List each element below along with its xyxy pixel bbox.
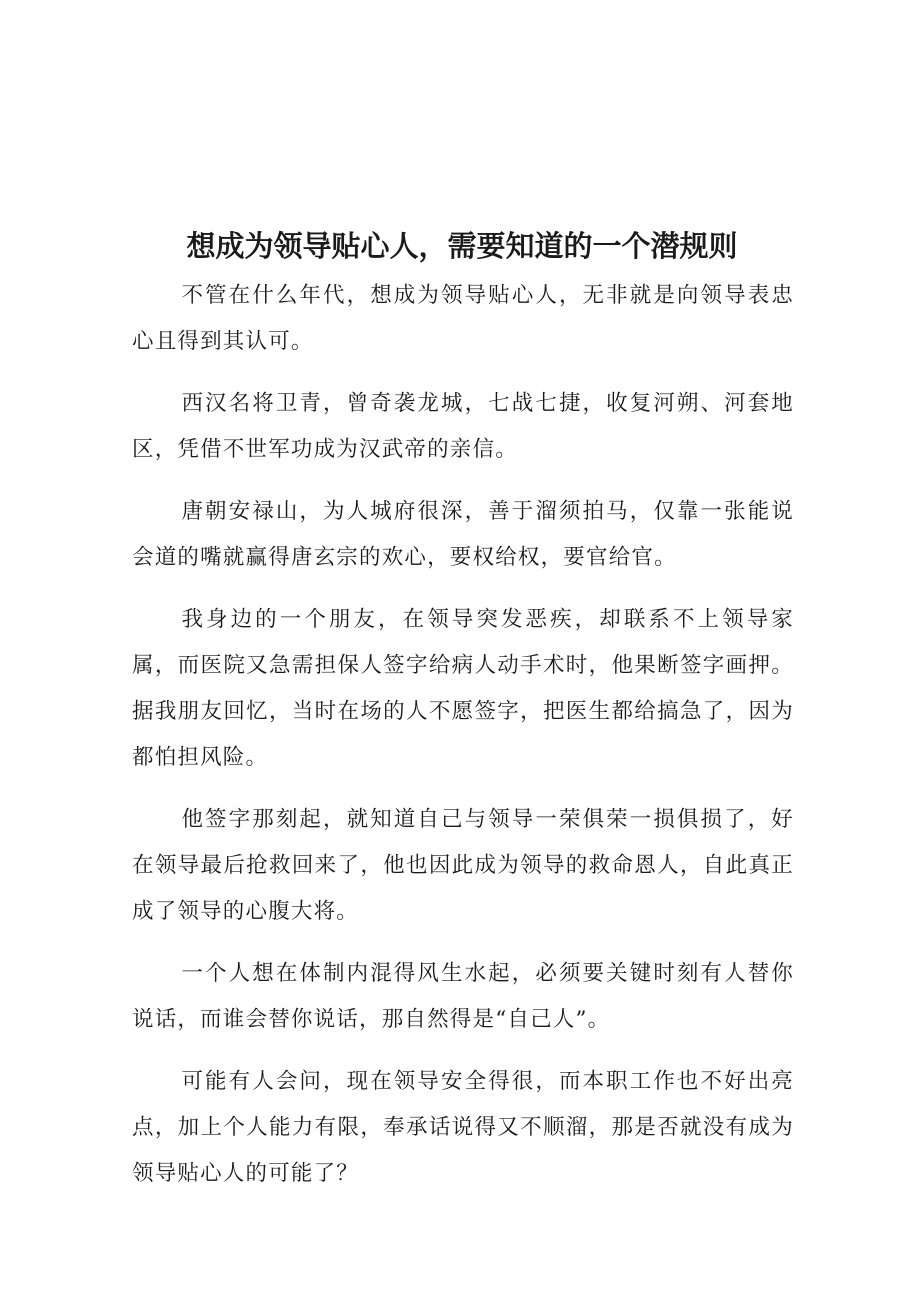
paragraph-7: 可能有人会问，现在领导安全得很，而本职工作也不好出亮点，加上个人能力有限，奉承话说得又不顺溜，那是否就没有成为领导贴心人的可能了？ — [132, 1069, 794, 1186]
paragraph-2: 西汉名将卫青，曾奇袭龙城，七战七捷，收复河朔、河套地区，凭借不世军功成为汉武帝的亲信。 — [132, 391, 794, 462]
document-body — [132, 273, 794, 1213]
paragraph-3: 唐朝安禄山，为人城府很深，善于溜须拍马，仅靠一张能说会道的嘴就赢得唐玄宗的欢心，要权给权，要官给官。 — [132, 499, 794, 570]
paragraph-1: 不管在什么年代，想成为领导贴心人，无非就是向领导表忠心且得到其认可。 — [132, 283, 794, 354]
paragraph-6: 一个人想在体制内混得风生水起，必须要关键时刻有人替你说话，而谁会替你说话，那自然得是“自己人”。 — [132, 961, 794, 1032]
paragraph-4: 我身边的一个朋友，在领导突发恶疾，却联系不上领导家属，而医院又急需担保人签字给病人动手术时，他果断签字画押。据我朋友回忆，当时在场的人不愿签字，把医生都给搞急了，因为都怕担风险。 — [132, 607, 794, 770]
paragraph-5: 他签字那刻起，就知道自己与领导一荣俱荣一损俱损了，好在领导最后抢救回来了，他也因此成为领导的救命恩人，自此真正成了领导的心腹大将。 — [132, 807, 794, 924]
document-title: 想成为领导贴心人，需要知道的一个潜规则 — [186, 229, 738, 263]
